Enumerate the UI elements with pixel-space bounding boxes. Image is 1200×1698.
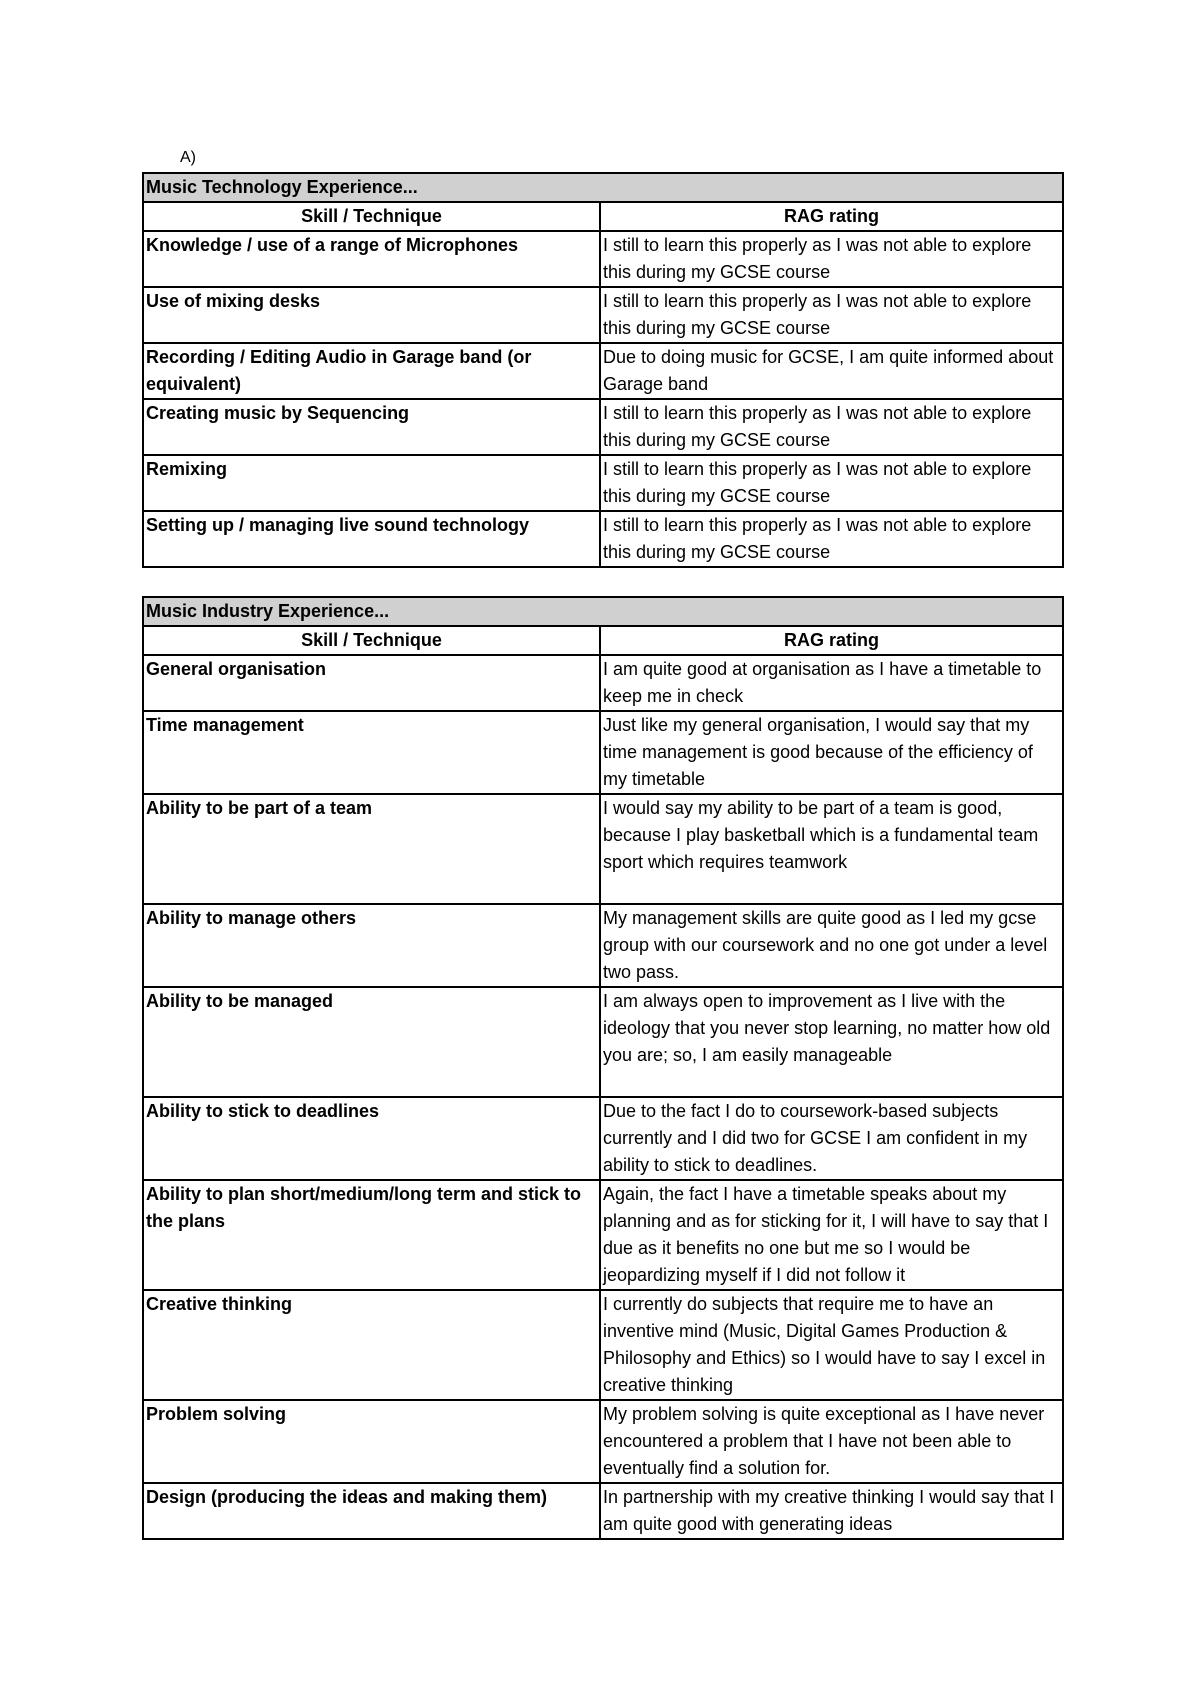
table-row [143, 399, 1063, 455]
table-row [143, 1180, 1063, 1290]
table-row [143, 904, 1063, 987]
music-technology-table [142, 172, 1064, 568]
skill-cell: Creative thinking [143, 1290, 600, 1400]
skill-cell: Knowledge / use of a range of Microphones [143, 231, 600, 287]
rating-cell: Due to the fact I do to coursework-based subjects currently and I did two for GCSE I am confident in my ability to stick to deadlines. [600, 1097, 1063, 1180]
rating-cell: My management skills are quite good as I led my gcse group with our coursework and no one got under a level two pass. [600, 904, 1063, 987]
skill-cell: Time management [143, 711, 600, 794]
skill-cell: Ability to stick to deadlines [143, 1097, 600, 1180]
column-header-skill: Skill / Technique [143, 626, 600, 655]
rating-cell: In partnership with my creative thinking I would say that I am quite good with generating ideas [600, 1483, 1063, 1539]
table-row [143, 1483, 1063, 1539]
section-label: A) [180, 149, 196, 166]
music-industry-table [142, 596, 1064, 1540]
column-header-rating: RAG rating [600, 202, 1063, 231]
skill-cell: Ability to be managed [143, 987, 600, 1097]
skill-cell: Ability to be part of a team [143, 794, 600, 904]
table-row [143, 987, 1063, 1097]
table-row [143, 343, 1063, 399]
rating-cell: Due to doing music for GCSE, I am quite informed about Garage band [600, 343, 1063, 399]
table-row [143, 1097, 1063, 1180]
table-row [143, 1290, 1063, 1400]
rating-cell: I am always open to improvement as I live with the ideology that you never stop learning, no matter how old you are; so, I am easily manageable [600, 987, 1063, 1097]
skill-cell: General organisation [143, 655, 600, 711]
table-row [143, 794, 1063, 904]
skill-cell: Use of mixing desks [143, 287, 600, 343]
skill-cell: Recording / Editing Audio in Garage band (or equivalent) [143, 343, 600, 399]
section-title: Music Industry Experience... [143, 597, 1063, 626]
table-row [143, 711, 1063, 794]
table-row [143, 287, 1063, 343]
skill-cell: Setting up / managing live sound technology [143, 511, 600, 567]
skill-cell: Creating music by Sequencing [143, 399, 600, 455]
rating-cell: I still to learn this properly as I was not able to explore this during my GCSE course [600, 231, 1063, 287]
table-row [143, 655, 1063, 711]
skill-cell: Remixing [143, 455, 600, 511]
skill-cell: Ability to plan short/medium/long term and stick to the plans [143, 1180, 600, 1290]
skill-cell: Design (producing the ideas and making them) [143, 1483, 600, 1539]
column-header-rating: RAG rating [600, 626, 1063, 655]
rating-cell: I still to learn this properly as I was not able to explore this during my GCSE course [600, 511, 1063, 567]
column-header-skill: Skill / Technique [143, 202, 600, 231]
rating-cell: I still to learn this properly as I was not able to explore this during my GCSE course [600, 455, 1063, 511]
section-title: Music Technology Experience... [143, 173, 1063, 202]
rating-cell: I would say my ability to be part of a team is good, because I play basketball which is a fundamental team sport which requires teamwork [600, 794, 1063, 904]
rating-cell: I currently do subjects that require me to have an inventive mind (Music, Digital Games Production & Philosophy and Ethics) so I would have to say I excel in creative thinking [600, 1290, 1063, 1400]
rating-cell: Again, the fact I have a timetable speaks about my planning and as for sticking for it, I will have to say that I due as it benefits no one but me so I would be jeopardizing myself if I did not follow it [600, 1180, 1063, 1290]
skill-cell: Ability to manage others [143, 904, 600, 987]
table-row [143, 231, 1063, 287]
rating-cell: I still to learn this properly as I was not able to explore this during my GCSE course [600, 399, 1063, 455]
rating-cell: My problem solving is quite exceptional as I have never encountered a problem that I have not been able to eventually find a solution for. [600, 1400, 1063, 1483]
rating-cell: I still to learn this properly as I was not able to explore this during my GCSE course [600, 287, 1063, 343]
rating-cell: Just like my general organisation, I would say that my time management is good because of the efficiency of my timetable [600, 711, 1063, 794]
rating-cell: I am quite good at organisation as I have a timetable to keep me in check [600, 655, 1063, 711]
table-row [143, 511, 1063, 567]
table-row [143, 1400, 1063, 1483]
table-row [143, 455, 1063, 511]
skill-cell: Problem solving [143, 1400, 600, 1483]
